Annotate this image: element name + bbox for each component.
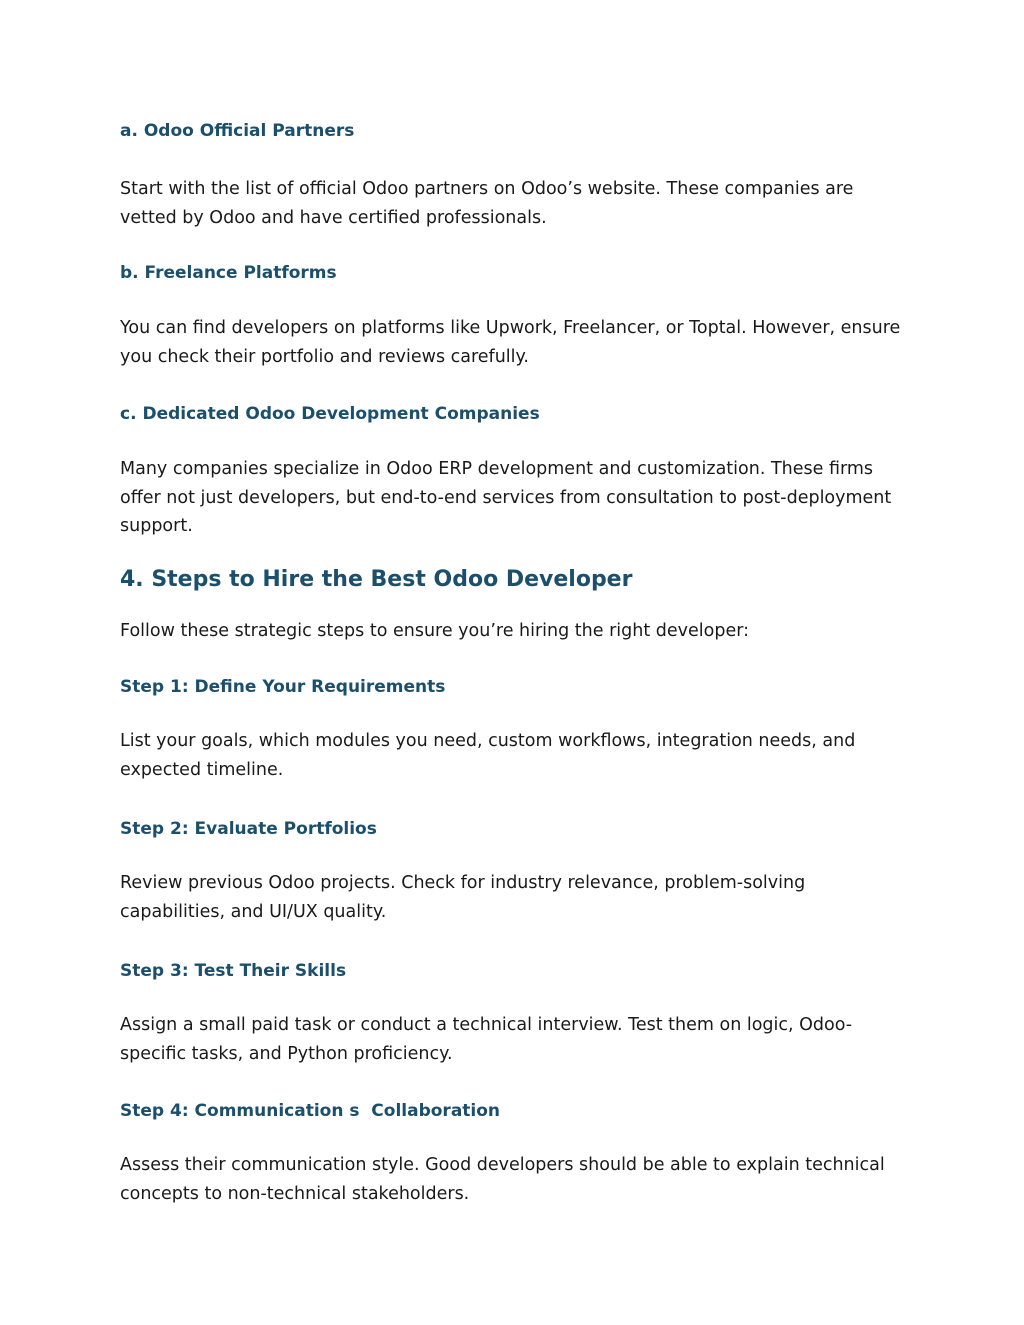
step-1-heading: Step 1: Define Your Requirements [120, 677, 446, 697]
step-3-paragraph: Assign a small paid task or conduct a technical interview. Test them on logic, Odoo-specific tasks, and Python proficiency. [120, 1015, 853, 1064]
section-a-heading: a. Odoo Official Partners [120, 121, 355, 141]
step-3-heading: Step 3: Test Their Skills [120, 961, 347, 981]
section-b-paragraph: You can find developers on platforms like Upwork, Freelancer, or Toptal. However, ensure you check their portfolio and reviews carefully. [120, 318, 901, 367]
section-a-paragraph: Start with the list of official Odoo partners on Odoo’s website. These companies are vetted by Odoo and have certified professionals. [120, 179, 854, 228]
section-c-heading: c. Dedicated Odoo Development Companies [120, 404, 540, 424]
step-1-paragraph: List your goals, which modules you need, custom workflows, integration needs, and expected timeline. [120, 731, 856, 780]
section-c-paragraph: Many companies specialize in Odoo ERP development and customization. These firms offer not just developers, but end-to-end services from consultation to post-deployment support. [120, 459, 892, 536]
step-4-paragraph: Assess their communication style. Good developers should be able to explain technical concepts to non-technical stakeholders. [120, 1155, 885, 1204]
steps-intro-paragraph: Follow these strategic steps to ensure you’re hiring the right developer: [120, 621, 749, 641]
section-b-heading: b. Freelance Platforms [120, 263, 337, 283]
step-4-heading: Step 4: Communication s Collaboration [120, 1101, 501, 1121]
step-2-heading: Step 2: Evaluate Portfolios [120, 819, 377, 839]
step-2-paragraph: Review previous Odoo projects. Check for industry relevance, problem-solving capabilities, and UI/UX quality. [120, 873, 806, 922]
steps-section-title: 4. Steps to Hire the Best Odoo Developer [120, 567, 633, 592]
